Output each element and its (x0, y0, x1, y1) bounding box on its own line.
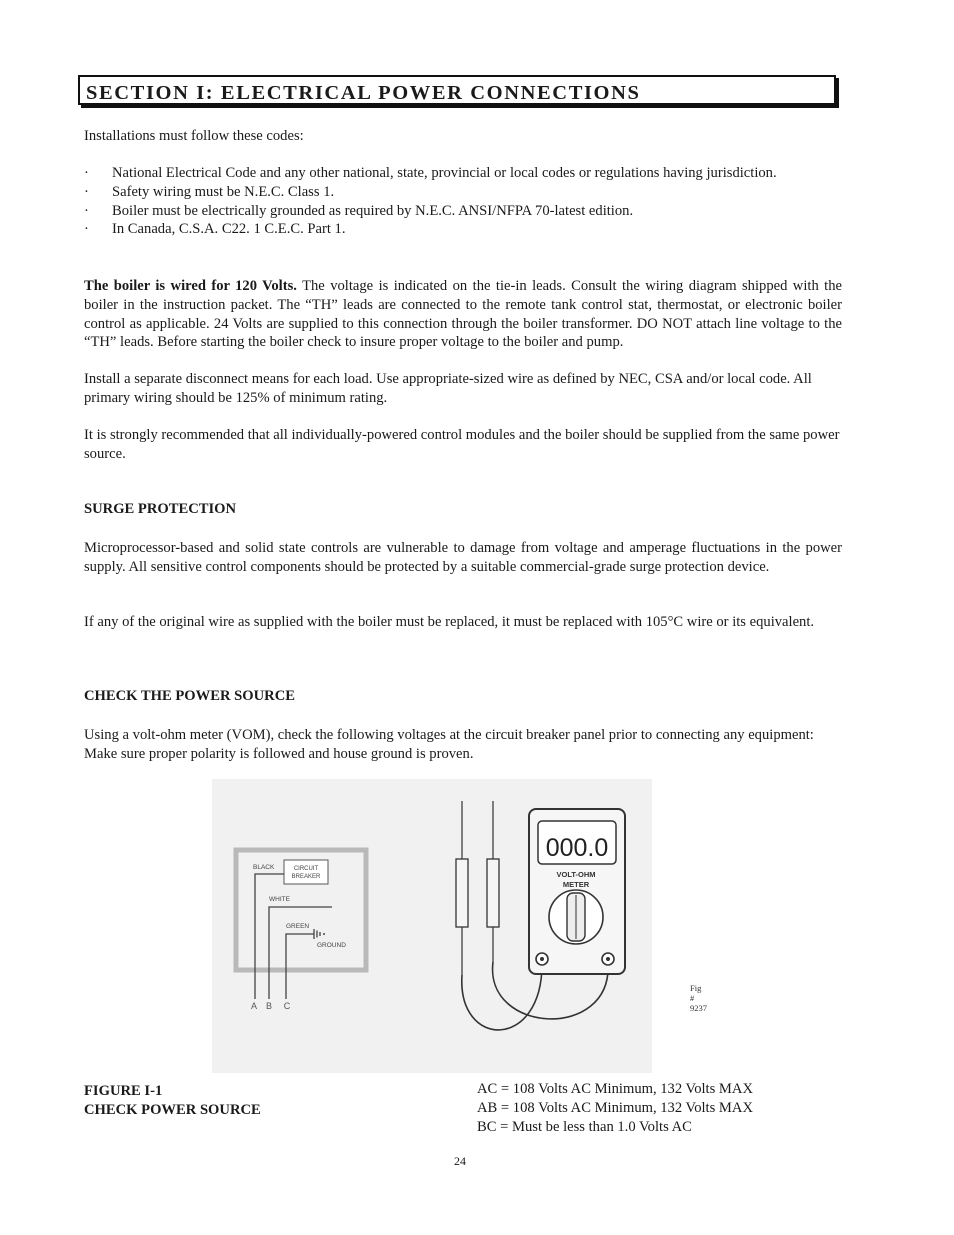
ground-label: GROUND (317, 942, 346, 949)
code-item-text: In Canada, C.S.A. C22. 1 C.E.C. Part 1. (112, 221, 346, 238)
check-power-heading: CHECK THE POWER SOURCE (84, 688, 295, 704)
volt-jack-center (606, 957, 610, 961)
green-label: GREEN (286, 923, 310, 930)
wiring-body-text: The voltage is indicated on the tie-in leads. Consult the wiring diagram shipped with the boiler in the instruction packet. The “TH” leads are connected to the remote tank control stat, thermostat, or electronic boiler control as applicable. 24 Volts are supplied to this connection through the boiler transformer. DO NOT attach line voltage to the “TH” leads. Before starting the boiler check to insure proper voltage to the boiler and pump. (84, 278, 843, 351)
probe-left (456, 859, 468, 927)
list-item (84, 164, 784, 183)
circuit-breaker-box (284, 860, 328, 884)
wiring-diagram (212, 779, 652, 1073)
terminal-a-label: A (250, 1001, 258, 1011)
circuit-breaker-label-line2: BREAKER (291, 874, 321, 880)
intro-text: Installations must follow these codes: (84, 128, 304, 144)
section-title: SECTION I: ELECTRICAL POWER CONNECTIONS (78, 75, 836, 105)
figure-check-power-source (212, 779, 707, 1073)
ground-symbol-dot (323, 933, 325, 935)
white-wire (269, 907, 332, 999)
common-jack-center (540, 957, 544, 961)
list-item (84, 183, 784, 202)
page-number: 24 (454, 1154, 466, 1168)
power-source-paragraph: It is strongly recommended that all individually-powered control modules and the boiler should be supplied from the same power source. (84, 427, 840, 462)
meter-label-line1: VOLT-OHM (556, 870, 596, 879)
terminal-c-label: C (283, 1001, 291, 1011)
bullet-icon: · (84, 202, 89, 219)
bullet-icon: · (84, 165, 89, 181)
code-item-text: Boiler must be electrically grounded as required by N.E.C. ANSI/NFPA 70-latest edition. (112, 202, 634, 219)
figure-caption-line1: FIGURE I-1 (84, 1083, 163, 1099)
code-item-text: Safety wiring must be N.E.C. Class 1. (112, 183, 335, 200)
code-item-text: National Electrical Code and any other national, state, provincial or local codes or regulations having jurisdiction. (112, 165, 777, 181)
figure-number: Fig # 9237 (690, 983, 707, 1013)
figure-caption (84, 1082, 261, 1120)
reading-bc: BC = Must be less than 1.0 Volts AC (477, 1119, 692, 1135)
meter-reading: 000.0 (545, 834, 609, 862)
bullet-icon: · (84, 183, 89, 200)
circuit-breaker-label-line1: CIRCUIT (293, 866, 319, 872)
reading-ab: AB = 108 Volts AC Minimum, 132 Volts MAX (477, 1100, 753, 1116)
list-item (84, 202, 784, 221)
probe-right (487, 859, 499, 927)
surge-heading: SURGE PROTECTION (84, 501, 237, 517)
reading-ac: AC = 108 Volts AC Minimum, 132 Volts MAX (477, 1081, 753, 1097)
meter-label-line2: METER (562, 880, 590, 889)
white-label: WHITE (269, 896, 290, 903)
surge-paragraph: Microprocessor-based and solid state controls are vulnerable to damage from voltage and amperage fluctuations in the power supply. All sensitive control components should be protected by a suitable commercial-grade surge protection device. (84, 540, 842, 575)
check-power-paragraph: Using a volt-ohm meter (VOM), check the following voltages at the circuit breaker panel prior to connecting any equipment: Make sure proper polarity is followed and house ground is proven. (84, 727, 814, 762)
wiring-lead-text: The boiler is wired for 120 Volts. (84, 278, 297, 294)
figure-caption-line2: CHECK POWER SOURCE (84, 1102, 261, 1118)
wire-replacement-paragraph: If any of the original wire as supplied with the boiler must be replaced, it must be replaced with 105°C wire or its equivalent. (84, 614, 815, 630)
green-wire (286, 934, 314, 999)
black-label: BLACK (253, 864, 275, 871)
list-item (84, 220, 784, 239)
bullet-icon: · (84, 221, 89, 238)
disconnect-paragraph: Install a separate disconnect means for each load. Use appropriate-sized wire as defined by NEC, CSA and/or local code. All primary wiring should be 125% of minimum rating. (84, 371, 812, 406)
wiring-paragraph (84, 277, 842, 352)
voltage-readings (477, 1080, 753, 1137)
terminal-b-label: B (265, 1001, 273, 1011)
code-list (84, 164, 784, 239)
